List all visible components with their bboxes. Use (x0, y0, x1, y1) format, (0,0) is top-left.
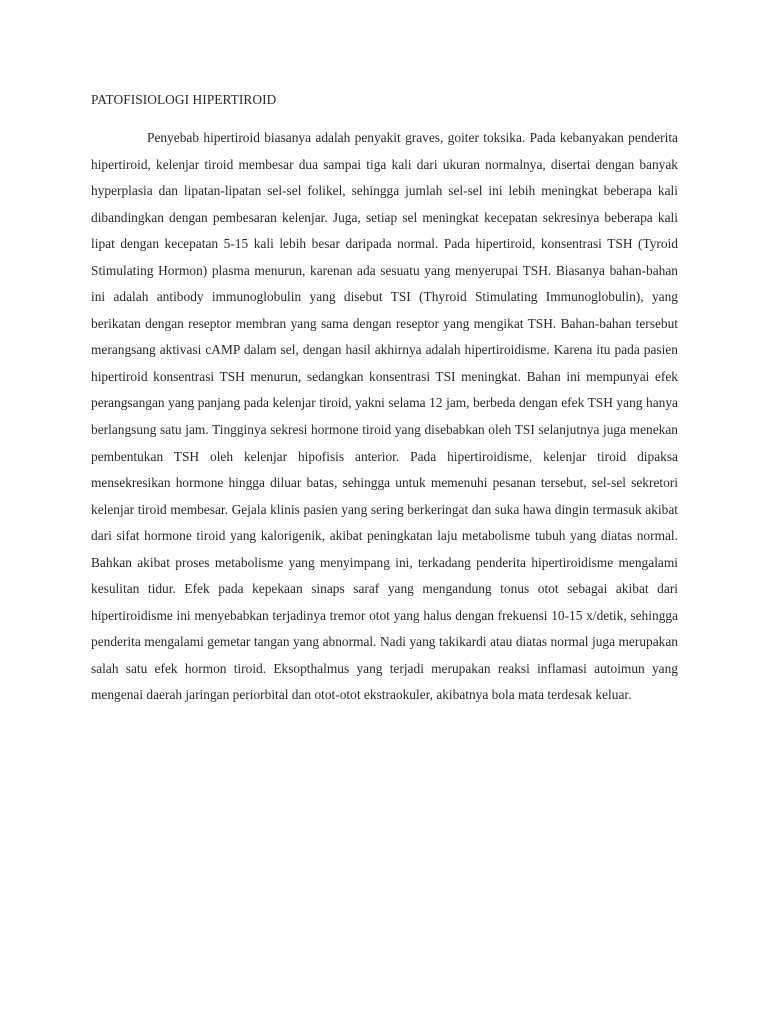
body-paragraph: Penyebab hipertiroid biasanya adalah penyakit graves, goiter toksika. Pada kebanyakan penderita hipertiroid, kelenjar tiroid membesar dua sampai tiga kali dari ukuran normalnya, disertai dengan banyak hyperplasia dan lipatan-lipatan sel-sel folikel, sehingga jumlah sel-sel ini lebih meningkat beberapa kali dibandingkan dengan pembesaran kelenjar. Juga, setiap sel meningkat kecepatan sekresinya beberapa kali lipat dengan kecepatan 5-15 kali lebih besar daripada normal. Pada hipertiroid, konsentrasi TSH (Tyroid Stimulating Hormon) plasma menurun, karenan ada sesuatu yang menyerupai TSH. Biasanya bahan-bahan ini adalah antibody immunoglobulin yang disebut TSI (Thyroid Stimulating Immunoglobulin), yang berikatan dengan reseptor membran yang sama dengan reseptor yang mengikat TSH. Bahan-bahan tersebut merangsang aktivasi cAMP dalam sel, dengan hasil akhirnya adalah hipertiroidisme. Karena itu pada pasien hipertiroid konsentrasi TSH menurun, sedangkan konsentrasi TSI meningkat. Bahan ini mempunyai efek perangsangan yang panjang pada kelenjar tiroid, yakni selama 12 jam, berbeda dengan efek TSH yang hanya berlangsung satu jam. Tingginya sekresi hormone tiroid yang disebabkan oleh TSI selanjutnya juga menekan pembentukan TSH oleh kelenjar hipofisis anterior. Pada hipertiroidisme, kelenjar tiroid dipaksa mensekresikan hormone hingga diluar batas, sehingga untuk memenuhi pesanan tersebut, sel-sel sekretori kelenjar tiroid membesar. Gejala klinis pasien yang sering berkeringat dan suka hawa dingin termasuk akibat dari sifat hormone tiroid yang kalorigenik, akibat peningkatan laju metabolisme tubuh yang diatas normal. Bahkan akibat proses metabolisme yang menyimpang ini, terkadang penderita hipertiroidisme mengalami kesulitan tidur. Efek pada kepekaan sinaps saraf yang mengandung tonus otot sebagai akibat dari hipertiroidisme ini menyebabkan terjadinya tremor otot yang halus dengan frekuensi 10-15 x/detik, sehingga penderita mengalami gemetar tangan yang abnormal. Nadi yang takikardi atau diatas normal juga merupakan salah satu efek hormon tiroid. Eksopthalmus yang terjadi merupakan reaksi inflamasi autoimun yang mengenai daerah jaringan periorbital dan otot-otot ekstraokuler, akibatnya bola mata terdesak keluar. (91, 130, 678, 703)
document-title: PATOFISIOLOGI HIPERTIROID (91, 92, 277, 107)
